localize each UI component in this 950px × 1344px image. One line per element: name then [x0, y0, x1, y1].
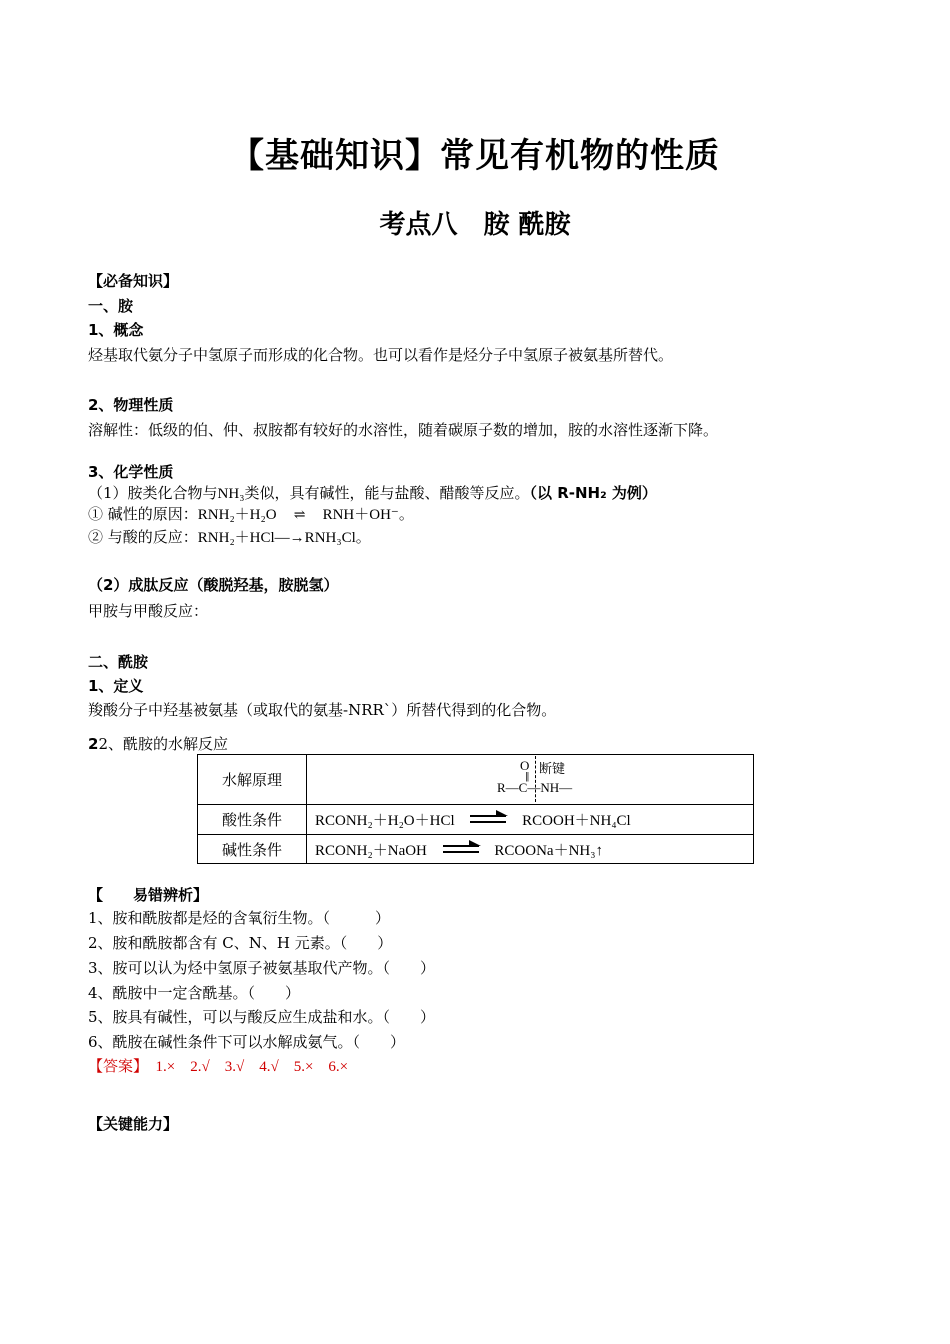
- answer-line: [88, 1055, 348, 1076]
- base-hydrolysis-left: RCONH₂＋NaOH: [315, 842, 427, 859]
- amide-heading: 二、酰胺: [88, 653, 149, 671]
- structure-chain: R—C—NH—: [497, 779, 573, 795]
- chem-point-1-example: （以 R-NH₂ 为例）: [529, 484, 657, 502]
- list-item: 2、胺和酰胺都含有 C、N、H 元素。（ ）: [88, 934, 393, 952]
- acid-condition-cell: [307, 805, 754, 835]
- row-label: 酸性条件: [198, 805, 307, 835]
- section-key-ability: 【关键能力】: [88, 1115, 179, 1133]
- answer-values: 1.× 2.√ 3.√ 4.√ 5.× 6.×: [155, 1059, 349, 1075]
- structure-oxygen: O: [520, 757, 530, 773]
- row-label: 碱性条件: [198, 835, 307, 864]
- list-item: 6、酰胺在碱性条件下可以水解成氨气。（ ）: [88, 1033, 406, 1051]
- basic-reason-label: ① 碱性的原因：: [88, 505, 198, 523]
- concept-heading: 1、概念: [88, 321, 144, 339]
- bond-break-note: 断键: [539, 761, 566, 777]
- reaction-arrow-icon: [439, 839, 483, 857]
- acid-reaction-line: [88, 526, 371, 547]
- nh3-formula: NH₃: [217, 486, 245, 502]
- amine-heading: 一、胺: [88, 297, 134, 315]
- page-title: 【基础知识】常见有机物的性质: [230, 136, 720, 176]
- basic-eq-left: RNH₂＋H₂O: [197, 507, 277, 523]
- base-hydrolysis-right: RCOONa＋NH₃↑: [494, 842, 603, 859]
- table-row: [198, 805, 754, 835]
- break-line: [535, 756, 536, 802]
- definition-heading: 1、定义: [88, 677, 144, 695]
- acid-hydrolysis-right: RCOOH＋NH₄Cl: [522, 813, 631, 829]
- reaction-arrow-icon: [466, 809, 510, 827]
- table-row: [198, 835, 754, 864]
- physical-text: 溶解性：低级的伯、仲、叔胺都有较好的水溶性，随着碳原子数的增加，胺的水溶性逐渐下降。: [88, 421, 719, 439]
- chem-point-1-prefix: （1）胺类化合物与: [88, 484, 218, 502]
- hydrolysis-table: [197, 754, 754, 864]
- acid-reaction-label: ② 与酸的反应：: [88, 528, 198, 546]
- errors-heading: 【 易错辨析】: [88, 886, 209, 904]
- chemical-heading: 3、化学性质: [88, 463, 174, 481]
- list-item: 3、胺可以认为烃中氢原子被氨基取代产物。（ ）: [88, 959, 436, 977]
- equilibrium-arrow-icon: ⇌: [293, 507, 306, 523]
- chem-point-1-text: 类似，具有碱性，能与盐酸、醋酸等反应。: [244, 484, 530, 502]
- list-item: 4、酰胺中一定含酰基。（ ）: [88, 984, 301, 1002]
- hydrolysis-line: 22、酰胺的水解反应: [88, 735, 228, 753]
- hydrolysis-heading: 2、酰胺的水解反应: [98, 735, 228, 753]
- acid-reaction-eq: RNH₂＋HCl—→RNH₃Cl。: [197, 530, 371, 546]
- page-subtitle: 考点八 胺 酰胺: [379, 210, 571, 240]
- double-bond-icon: ‖: [525, 771, 530, 782]
- chem-point-1: [88, 482, 657, 503]
- hydrolysis-principle-cell: [307, 755, 754, 805]
- base-condition-cell: [307, 835, 754, 864]
- physical-heading: 2、物理性质: [88, 396, 174, 414]
- basic-reason-line: [88, 503, 414, 524]
- peptide-heading: （2）成肽反应（酸脱羟基，胺脱氢）: [88, 576, 339, 594]
- concept-text: 烃基取代氨分子中氢原子而形成的化合物。也可以看作是烃分子中氢原子被氨基所替代。: [88, 346, 674, 364]
- acid-hydrolysis-left: RCONH₂＋H₂O＋HCl: [315, 813, 455, 829]
- definition-text: 羧酸分子中羟基被氨基（或取代的氨基-NRR`）所替代得到的化合物。: [88, 701, 557, 719]
- peptide-text: 甲胺与甲酸反应：: [88, 602, 209, 620]
- basic-eq-right: RNH＋OH⁻。: [322, 507, 414, 523]
- list-item: 1、胺和酰胺都是烃的含氧衍生物。（ ）: [88, 909, 391, 927]
- answer-label: 【答案】: [88, 1057, 141, 1075]
- row-label: 水解原理: [198, 755, 307, 805]
- table-row: [198, 755, 754, 805]
- list-item: 5、胺具有碱性，可以与酸反应生成盐和水。（ ）: [88, 1008, 436, 1026]
- section-required: 【必备知识】: [88, 272, 179, 290]
